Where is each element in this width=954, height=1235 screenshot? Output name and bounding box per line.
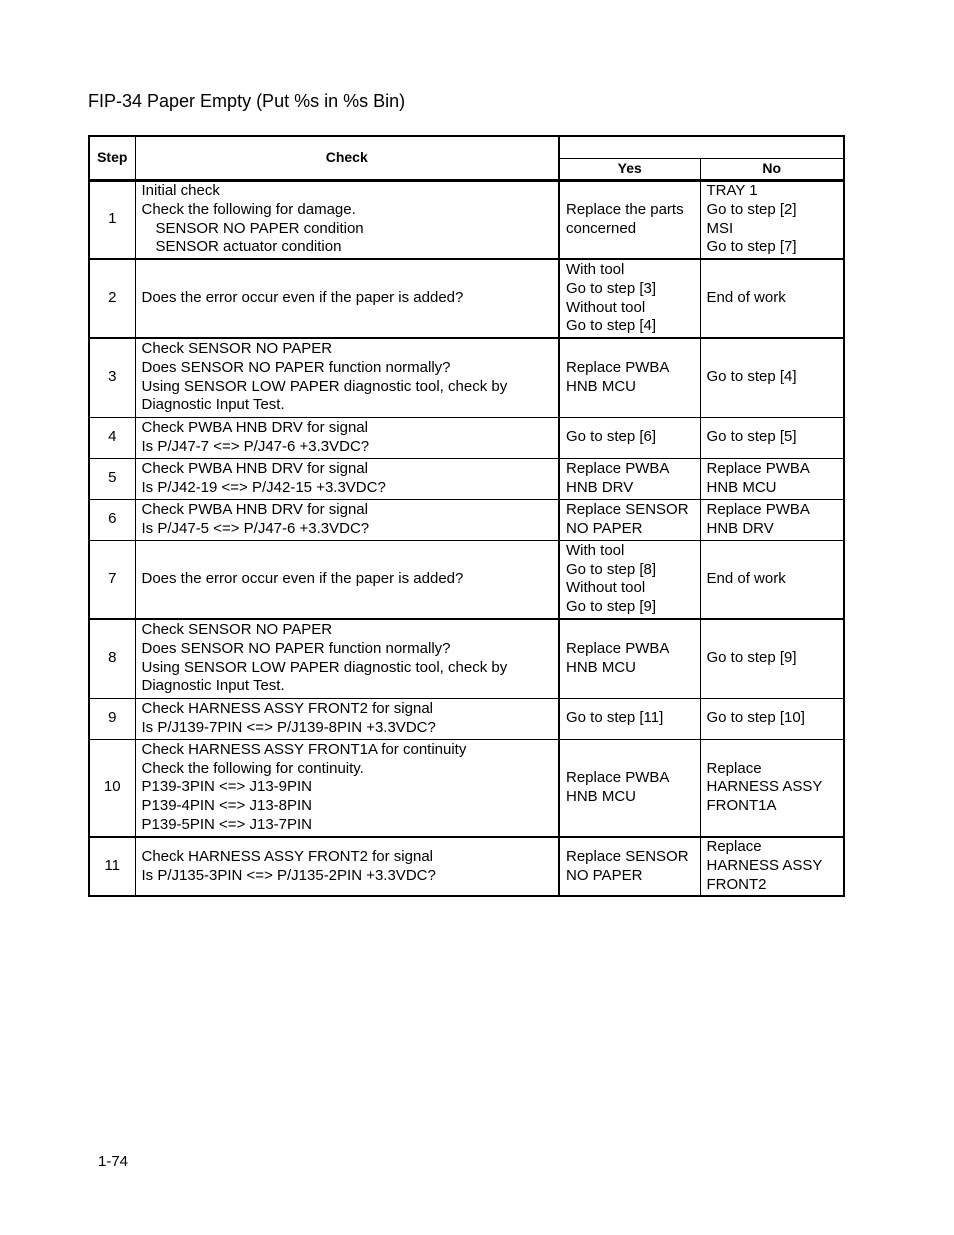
check-line: Check HARNESS ASSY FRONT2 for signal <box>141 699 433 717</box>
table-row <box>89 458 844 499</box>
check-line: Check HARNESS ASSY FRONT1A for continuity <box>141 740 467 758</box>
check-line: Diagnostic Input Test. <box>141 677 285 695</box>
yes-line: HNB DRV <box>566 478 634 496</box>
check-cell <box>135 458 559 499</box>
step-number: 9 <box>89 698 135 739</box>
check-cell <box>135 619 559 698</box>
table-row <box>89 259 844 338</box>
no-line: Replace <box>706 759 762 777</box>
step-number: 8 <box>89 619 135 698</box>
yes-line: Without tool <box>566 298 646 316</box>
check-cell <box>135 259 559 338</box>
table-row <box>89 417 844 458</box>
check-cell <box>135 739 559 837</box>
yes-line: Replace SENSOR <box>566 500 689 518</box>
no-line: Go to step [2] <box>706 201 797 219</box>
no-cell <box>700 837 844 896</box>
check-line: SENSOR NO PAPER condition <box>155 219 364 237</box>
check-line: Check PWBA HNB DRV for signal <box>141 500 368 518</box>
table-row <box>89 698 844 739</box>
no-cell <box>700 619 844 698</box>
step-number: 2 <box>89 259 135 338</box>
no-line: HARNESS ASSY <box>706 778 823 796</box>
check-line: Is P/J42-19 <=> P/J42-15 +3.3VDC? <box>141 478 386 496</box>
check-line: P139-4PIN <=> J13-8PIN <box>141 797 313 815</box>
yes-line: With tool <box>566 261 625 279</box>
no-line: Replace PWBA <box>706 500 810 518</box>
fip-table <box>88 135 845 897</box>
yes-line: Replace PWBA <box>566 769 670 787</box>
no-line: MSI <box>706 219 734 237</box>
no-line: FRONT2 <box>706 875 767 893</box>
no-line: HNB MCU <box>706 478 777 496</box>
no-line: TRAY 1 <box>706 182 758 200</box>
yes-line: Without tool <box>566 579 646 597</box>
check-line: Check SENSOR NO PAPER <box>141 340 333 358</box>
header-no: No <box>700 158 844 180</box>
yes-cell <box>559 540 700 619</box>
check-line: Does the error occur even if the paper is added? <box>141 569 464 587</box>
no-line: Go to step [5] <box>706 428 797 446</box>
yes-cell <box>559 698 700 739</box>
table-row <box>89 837 844 896</box>
yes-line: NO PAPER <box>566 519 643 537</box>
page-title: FIP-34 Paper Empty (Put %s in %s Bin) <box>88 91 406 111</box>
check-line: Using SENSOR LOW PAPER diagnostic tool, check by <box>141 658 508 676</box>
check-line: Check SENSOR NO PAPER <box>141 621 333 639</box>
table-row <box>89 739 844 837</box>
table-row <box>89 338 844 417</box>
check-line: Initial check <box>141 182 220 200</box>
check-cell <box>135 338 559 417</box>
header-step: Step <box>89 136 135 180</box>
check-line: Is P/J139-7PIN <=> P/J139-8PIN +3.3VDC? <box>141 718 436 736</box>
yes-cell <box>559 619 700 698</box>
check-cell <box>135 417 559 458</box>
yes-line: Go to step [4] <box>566 317 657 335</box>
yes-cell <box>559 458 700 499</box>
step-number: 3 <box>89 338 135 417</box>
yes-line: Replace PWBA <box>566 640 670 658</box>
yes-line: Go to step [8] <box>566 560 657 578</box>
check-line: Check the following for continuity. <box>141 759 364 777</box>
yes-cell <box>559 739 700 837</box>
no-cell <box>700 698 844 739</box>
yes-line: Go to step [11] <box>566 709 664 727</box>
table-row <box>89 540 844 619</box>
yes-cell <box>559 837 700 896</box>
step-number: 1 <box>89 180 135 259</box>
step-number: 6 <box>89 499 135 540</box>
yes-line: HNB MCU <box>566 787 636 805</box>
no-cell <box>700 458 844 499</box>
check-line: Check PWBA HNB DRV for signal <box>141 459 368 477</box>
page-number: 1-74 <box>98 1153 129 1170</box>
header-result-group <box>559 136 844 158</box>
no-line: Go to step [9] <box>706 649 797 667</box>
yes-line: HNB MCU <box>566 658 636 676</box>
no-cell <box>700 338 844 417</box>
yes-line: Replace PWBA <box>566 359 670 377</box>
no-line: End of work <box>706 569 786 587</box>
step-number: 11 <box>89 837 135 896</box>
no-cell <box>700 739 844 837</box>
no-line: HARNESS ASSY <box>706 857 823 875</box>
table-row <box>89 619 844 698</box>
no-cell <box>700 417 844 458</box>
check-line: Does SENSOR NO PAPER function normally? <box>141 359 451 377</box>
yes-line: Replace SENSOR <box>566 847 689 865</box>
check-line: Using SENSOR LOW PAPER diagnostic tool, check by <box>141 377 508 395</box>
no-line: Replace PWBA <box>706 459 810 477</box>
check-line: P139-3PIN <=> J13-9PIN <box>141 778 313 796</box>
yes-cell <box>559 259 700 338</box>
no-cell <box>700 540 844 619</box>
check-line: P139-5PIN <=> J13-7PIN <box>141 815 313 833</box>
no-cell <box>700 180 844 259</box>
check-line: Does SENSOR NO PAPER function normally? <box>141 640 451 658</box>
check-line: Is P/J135-3PIN <=> P/J135-2PIN +3.3VDC? <box>141 866 436 884</box>
check-line: Diagnostic Input Test. <box>141 396 285 414</box>
check-line: Check HARNESS ASSY FRONT2 for signal <box>141 847 433 865</box>
yes-line: Go to step [6] <box>566 428 657 446</box>
no-cell <box>700 259 844 338</box>
check-line: Check PWBA HNB DRV for signal <box>141 418 368 436</box>
check-cell <box>135 837 559 896</box>
yes-line: Go to step [9] <box>566 597 657 615</box>
no-cell <box>700 499 844 540</box>
no-line: Go to step [4] <box>706 368 797 386</box>
yes-line: With tool <box>566 541 625 559</box>
step-number: 10 <box>89 739 135 837</box>
no-line: HNB DRV <box>706 519 774 537</box>
check-line: Is P/J47-5 <=> P/J47-6 +3.3VDC? <box>141 519 370 537</box>
check-cell <box>135 180 559 259</box>
step-number: 4 <box>89 417 135 458</box>
no-line: Go to step [7] <box>706 238 797 256</box>
yes-line: Replace PWBA <box>566 459 670 477</box>
check-cell <box>135 499 559 540</box>
check-line: Does the error occur even if the paper is added? <box>141 289 464 307</box>
no-line: Replace <box>706 838 762 856</box>
check-cell <box>135 540 559 619</box>
yes-cell <box>559 338 700 417</box>
yes-line: HNB MCU <box>566 377 636 395</box>
check-cell <box>135 698 559 739</box>
step-number: 7 <box>89 540 135 619</box>
yes-cell <box>559 180 700 259</box>
yes-line: NO PAPER <box>566 866 643 884</box>
yes-cell <box>559 417 700 458</box>
table-row <box>89 180 844 259</box>
yes-line: Go to step [3] <box>566 279 657 297</box>
table-row <box>89 499 844 540</box>
step-number: 5 <box>89 458 135 499</box>
yes-line: concerned <box>566 219 637 237</box>
yes-cell <box>559 499 700 540</box>
no-line: Go to step [10] <box>706 709 805 727</box>
check-line: Is P/J47-7 <=> P/J47-6 +3.3VDC? <box>141 437 370 455</box>
yes-line: Replace the parts <box>566 201 684 219</box>
header-yes: Yes <box>559 158 700 180</box>
check-line: Check the following for damage. <box>141 201 356 219</box>
header-check: Check <box>135 136 559 180</box>
no-line: End of work <box>706 289 786 307</box>
check-line: SENSOR actuator condition <box>155 238 342 256</box>
no-line: FRONT1A <box>706 797 777 815</box>
